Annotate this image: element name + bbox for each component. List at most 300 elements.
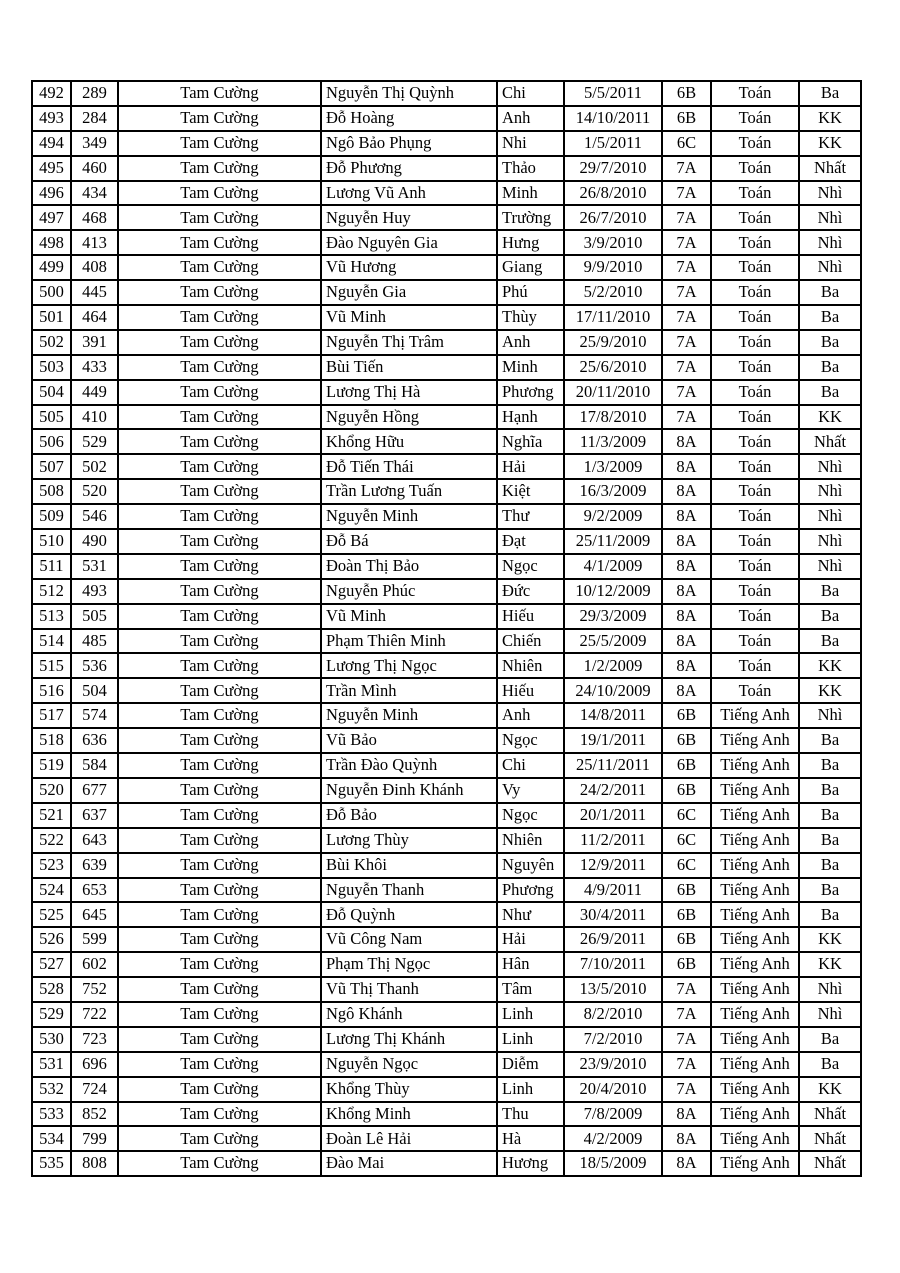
table-row [32,1027,861,1052]
cell-subject: Tiếng Anh [711,1077,799,1102]
cell-school: Tam Cường [118,181,321,206]
cell-prize: Ba [799,753,861,778]
cell-class: 8A [662,604,711,629]
cell-candidate-number: 504 [71,678,118,703]
cell-school: Tam Cường [118,1002,321,1027]
cell-given-name: Ngọc [497,803,564,828]
cell-class: 7A [662,1002,711,1027]
cell-school: Tam Cường [118,1027,321,1052]
cell-date-of-birth: 26/9/2011 [564,927,662,952]
cell-class: 7A [662,1077,711,1102]
cell-date-of-birth: 13/5/2010 [564,977,662,1002]
cell-given-name: Phú [497,280,564,305]
cell-date-of-birth: 7/2/2010 [564,1027,662,1052]
table-row [32,728,861,753]
cell-surname-middle-name: Nguyễn Gia [321,280,497,305]
cell-class: 6B [662,81,711,106]
cell-date-of-birth: 12/9/2011 [564,853,662,878]
cell-date-of-birth: 29/7/2010 [564,156,662,181]
cell-date-of-birth: 14/8/2011 [564,703,662,728]
results-table [31,80,862,1177]
cell-candidate-number: 852 [71,1102,118,1127]
cell-subject: Tiếng Anh [711,803,799,828]
cell-class: 6B [662,952,711,977]
cell-row-number: 524 [32,878,71,903]
cell-subject: Toán [711,504,799,529]
cell-surname-middle-name: Ngô Bảo Phụng [321,131,497,156]
table-row [32,604,861,629]
cell-candidate-number: 602 [71,952,118,977]
cell-class: 6B [662,778,711,803]
table-row [32,1052,861,1077]
cell-prize: Ba [799,81,861,106]
cell-row-number: 525 [32,902,71,927]
cell-prize: KK [799,952,861,977]
cell-class: 7A [662,330,711,355]
cell-class: 8A [662,1151,711,1176]
cell-prize: Ba [799,305,861,330]
cell-class: 7A [662,280,711,305]
cell-candidate-number: 434 [71,181,118,206]
cell-school: Tam Cường [118,479,321,504]
cell-surname-middle-name: Bùi Tiến [321,355,497,380]
cell-prize: Nhì [799,1002,861,1027]
cell-prize: KK [799,927,861,952]
cell-candidate-number: 722 [71,1002,118,1027]
cell-given-name: Trường [497,205,564,230]
cell-surname-middle-name: Khổng Hữu [321,429,497,454]
cell-candidate-number: 637 [71,803,118,828]
cell-prize: Ba [799,1052,861,1077]
cell-row-number: 527 [32,952,71,977]
cell-row-number: 518 [32,728,71,753]
cell-date-of-birth: 24/10/2009 [564,678,662,703]
cell-surname-middle-name: Khổng Thùy [321,1077,497,1102]
table-row [32,230,861,255]
cell-prize: Ba [799,579,861,604]
table-row [32,81,861,106]
cell-date-of-birth: 20/11/2010 [564,380,662,405]
cell-row-number: 502 [32,330,71,355]
cell-row-number: 520 [32,778,71,803]
cell-row-number: 515 [32,653,71,678]
cell-prize: KK [799,405,861,430]
cell-date-of-birth: 7/8/2009 [564,1102,662,1127]
cell-date-of-birth: 19/1/2011 [564,728,662,753]
cell-row-number: 497 [32,205,71,230]
cell-prize: Nhất [799,429,861,454]
cell-prize: KK [799,131,861,156]
cell-subject: Toán [711,181,799,206]
cell-candidate-number: 391 [71,330,118,355]
cell-subject: Toán [711,678,799,703]
cell-surname-middle-name: Nguyễn Huy [321,205,497,230]
cell-candidate-number: 468 [71,205,118,230]
cell-given-name: Nhi [497,131,564,156]
cell-row-number: 496 [32,181,71,206]
cell-prize: Ba [799,902,861,927]
cell-surname-middle-name: Lương Thùy [321,828,497,853]
cell-school: Tam Cường [118,255,321,280]
cell-date-of-birth: 16/3/2009 [564,479,662,504]
cell-given-name: Linh [497,1077,564,1102]
cell-row-number: 516 [32,678,71,703]
cell-school: Tam Cường [118,977,321,1002]
cell-school: Tam Cường [118,529,321,554]
table-row [32,1002,861,1027]
cell-candidate-number: 531 [71,554,118,579]
cell-prize: Nhất [799,1151,861,1176]
cell-candidate-number: 536 [71,653,118,678]
cell-row-number: 508 [32,479,71,504]
cell-given-name: Thảo [497,156,564,181]
cell-prize: Ba [799,380,861,405]
cell-row-number: 529 [32,1002,71,1027]
table-row [32,330,861,355]
cell-row-number: 504 [32,380,71,405]
cell-given-name: Giang [497,255,564,280]
cell-given-name: Chi [497,81,564,106]
cell-class: 8A [662,454,711,479]
cell-surname-middle-name: Đỗ Quỳnh [321,902,497,927]
cell-surname-middle-name: Nguyễn Ngọc [321,1052,497,1077]
table-row [32,504,861,529]
cell-candidate-number: 574 [71,703,118,728]
cell-school: Tam Cường [118,454,321,479]
cell-date-of-birth: 7/10/2011 [564,952,662,977]
table-row [32,629,861,654]
cell-row-number: 513 [32,604,71,629]
cell-school: Tam Cường [118,653,321,678]
cell-class: 6C [662,853,711,878]
cell-prize: Ba [799,728,861,753]
cell-prize: Ba [799,629,861,654]
cell-subject: Tiếng Anh [711,952,799,977]
cell-class: 7A [662,255,711,280]
cell-class: 7A [662,977,711,1002]
cell-row-number: 521 [32,803,71,828]
cell-subject: Toán [711,230,799,255]
table-row [32,106,861,131]
cell-row-number: 510 [32,529,71,554]
cell-row-number: 509 [32,504,71,529]
cell-candidate-number: 584 [71,753,118,778]
table-row [32,902,861,927]
cell-given-name: Hiếu [497,604,564,629]
cell-row-number: 530 [32,1027,71,1052]
cell-row-number: 533 [32,1102,71,1127]
cell-class: 7A [662,1027,711,1052]
cell-surname-middle-name: Ngô Khánh [321,1002,497,1027]
cell-class: 7A [662,156,711,181]
table-row [32,429,861,454]
table-row [32,479,861,504]
cell-date-of-birth: 8/2/2010 [564,1002,662,1027]
cell-school: Tam Cường [118,753,321,778]
cell-school: Tam Cường [118,1077,321,1102]
cell-candidate-number: 529 [71,429,118,454]
cell-subject: Toán [711,405,799,430]
cell-date-of-birth: 20/4/2010 [564,1077,662,1102]
cell-prize: Nhì [799,977,861,1002]
cell-date-of-birth: 10/12/2009 [564,579,662,604]
cell-surname-middle-name: Nguyễn Minh [321,504,497,529]
cell-class: 8A [662,653,711,678]
cell-row-number: 493 [32,106,71,131]
cell-row-number: 519 [32,753,71,778]
cell-subject: Tiếng Anh [711,1151,799,1176]
cell-subject: Toán [711,579,799,604]
cell-class: 8A [662,1102,711,1127]
cell-candidate-number: 520 [71,479,118,504]
cell-class: 8A [662,579,711,604]
cell-given-name: Diễm [497,1052,564,1077]
table-row [32,927,861,952]
cell-surname-middle-name: Vũ Minh [321,604,497,629]
cell-prize: Nhất [799,1102,861,1127]
cell-date-of-birth: 25/5/2009 [564,629,662,654]
table-row [32,653,861,678]
cell-surname-middle-name: Đỗ Tiến Thái [321,454,497,479]
cell-date-of-birth: 29/3/2009 [564,604,662,629]
cell-row-number: 495 [32,156,71,181]
cell-surname-middle-name: Nguyễn Đinh Khánh [321,778,497,803]
cell-given-name: Phương [497,380,564,405]
cell-class: 6B [662,728,711,753]
cell-subject: Toán [711,255,799,280]
cell-prize: Ba [799,778,861,803]
cell-row-number: 532 [32,1077,71,1102]
cell-given-name: Nghĩa [497,429,564,454]
cell-subject: Tiếng Anh [711,778,799,803]
cell-given-name: Thùy [497,305,564,330]
cell-class: 6C [662,131,711,156]
cell-class: 6C [662,803,711,828]
cell-row-number: 498 [32,230,71,255]
cell-candidate-number: 799 [71,1126,118,1151]
table-row [32,454,861,479]
table-row [32,181,861,206]
cell-class: 8A [662,479,711,504]
cell-given-name: Ngọc [497,728,564,753]
cell-given-name: Kiệt [497,479,564,504]
cell-row-number: 499 [32,255,71,280]
cell-row-number: 531 [32,1052,71,1077]
cell-date-of-birth: 3/9/2010 [564,230,662,255]
cell-given-name: Thư [497,504,564,529]
cell-candidate-number: 433 [71,355,118,380]
cell-subject: Toán [711,653,799,678]
cell-date-of-birth: 26/8/2010 [564,181,662,206]
table-row [32,405,861,430]
cell-subject: Toán [711,479,799,504]
cell-surname-middle-name: Nguyễn Thị Trâm [321,330,497,355]
cell-date-of-birth: 17/8/2010 [564,405,662,430]
cell-subject: Toán [711,529,799,554]
cell-class: 7A [662,1052,711,1077]
table-row [32,1102,861,1127]
cell-candidate-number: 502 [71,454,118,479]
cell-surname-middle-name: Phạm Thiên Minh [321,629,497,654]
cell-surname-middle-name: Lương Vũ Anh [321,181,497,206]
cell-surname-middle-name: Đỗ Phương [321,156,497,181]
cell-date-of-birth: 4/9/2011 [564,878,662,903]
cell-subject: Toán [711,554,799,579]
cell-subject: Toán [711,156,799,181]
cell-subject: Tiếng Anh [711,1126,799,1151]
cell-given-name: Anh [497,330,564,355]
cell-school: Tam Cường [118,1102,321,1127]
cell-school: Tam Cường [118,728,321,753]
cell-candidate-number: 645 [71,902,118,927]
cell-candidate-number: 449 [71,380,118,405]
cell-class: 7A [662,205,711,230]
cell-given-name: Anh [497,703,564,728]
table-row [32,1126,861,1151]
cell-candidate-number: 413 [71,230,118,255]
cell-given-name: Nhiên [497,828,564,853]
cell-surname-middle-name: Vũ Hương [321,255,497,280]
cell-candidate-number: 723 [71,1027,118,1052]
cell-row-number: 507 [32,454,71,479]
cell-prize: Nhì [799,554,861,579]
table-row [32,255,861,280]
cell-candidate-number: 289 [71,81,118,106]
cell-given-name: Hà [497,1126,564,1151]
cell-given-name: Đạt [497,529,564,554]
cell-school: Tam Cường [118,678,321,703]
cell-candidate-number: 653 [71,878,118,903]
cell-prize: Ba [799,803,861,828]
cell-date-of-birth: 11/3/2009 [564,429,662,454]
cell-prize: KK [799,106,861,131]
cell-class: 7A [662,181,711,206]
cell-school: Tam Cường [118,878,321,903]
cell-given-name: Nhiên [497,653,564,678]
cell-row-number: 503 [32,355,71,380]
cell-candidate-number: 808 [71,1151,118,1176]
cell-given-name: Minh [497,355,564,380]
cell-given-name: Nguyên [497,853,564,878]
table-row [32,703,861,728]
cell-candidate-number: 643 [71,828,118,853]
cell-candidate-number: 445 [71,280,118,305]
cell-subject: Tiếng Anh [711,1052,799,1077]
cell-row-number: 494 [32,131,71,156]
cell-subject: Tiếng Anh [711,853,799,878]
cell-prize: KK [799,1077,861,1102]
cell-surname-middle-name: Đoàn Thị Bảo [321,554,497,579]
cell-school: Tam Cường [118,81,321,106]
cell-candidate-number: 599 [71,927,118,952]
cell-prize: Nhì [799,230,861,255]
cell-prize: Nhì [799,454,861,479]
cell-subject: Toán [711,305,799,330]
cell-candidate-number: 349 [71,131,118,156]
table-row [32,305,861,330]
cell-date-of-birth: 5/2/2010 [564,280,662,305]
cell-candidate-number: 485 [71,629,118,654]
cell-row-number: 511 [32,554,71,579]
cell-class: 6B [662,878,711,903]
cell-surname-middle-name: Nguyễn Hồng [321,405,497,430]
cell-row-number: 505 [32,405,71,430]
cell-subject: Toán [711,629,799,654]
cell-date-of-birth: 25/11/2011 [564,753,662,778]
cell-school: Tam Cường [118,1151,321,1176]
cell-prize: Ba [799,280,861,305]
cell-date-of-birth: 23/9/2010 [564,1052,662,1077]
table-row [32,952,861,977]
table-row [32,753,861,778]
cell-surname-middle-name: Nguyễn Thanh [321,878,497,903]
cell-candidate-number: 284 [71,106,118,131]
cell-class: 7A [662,305,711,330]
cell-date-of-birth: 26/7/2010 [564,205,662,230]
cell-surname-middle-name: Trần Lương Tuấn [321,479,497,504]
cell-surname-middle-name: Đỗ Bảo [321,803,497,828]
cell-given-name: Thu [497,1102,564,1127]
cell-subject: Toán [711,280,799,305]
cell-school: Tam Cường [118,803,321,828]
cell-school: Tam Cường [118,355,321,380]
cell-subject: Tiếng Anh [711,1102,799,1127]
cell-school: Tam Cường [118,629,321,654]
cell-school: Tam Cường [118,927,321,952]
table-row [32,554,861,579]
cell-candidate-number: 493 [71,579,118,604]
cell-date-of-birth: 25/11/2009 [564,529,662,554]
cell-school: Tam Cường [118,280,321,305]
cell-surname-middle-name: Lương Thị Ngọc [321,653,497,678]
cell-surname-middle-name: Lương Thị Khánh [321,1027,497,1052]
cell-candidate-number: 464 [71,305,118,330]
cell-prize: Nhì [799,479,861,504]
table-row [32,828,861,853]
cell-prize: Nhì [799,205,861,230]
table-row [32,156,861,181]
cell-subject: Toán [711,205,799,230]
cell-given-name: Phương [497,878,564,903]
cell-school: Tam Cường [118,380,321,405]
cell-given-name: Hưng [497,230,564,255]
cell-subject: Toán [711,429,799,454]
cell-subject: Toán [711,131,799,156]
cell-date-of-birth: 1/2/2009 [564,653,662,678]
cell-given-name: Hân [497,952,564,977]
cell-school: Tam Cường [118,230,321,255]
cell-prize: Nhì [799,255,861,280]
cell-class: 8A [662,504,711,529]
cell-class: 6B [662,927,711,952]
cell-prize: Nhì [799,703,861,728]
cell-subject: Toán [711,355,799,380]
cell-subject: Toán [711,106,799,131]
cell-class: 8A [662,429,711,454]
cell-given-name: Vy [497,778,564,803]
cell-subject: Tiếng Anh [711,753,799,778]
cell-subject: Tiếng Anh [711,878,799,903]
table-row [32,977,861,1002]
table-row [32,1077,861,1102]
cell-given-name: Hạnh [497,405,564,430]
cell-class: 6B [662,703,711,728]
cell-date-of-birth: 9/2/2009 [564,504,662,529]
table-row [32,853,861,878]
table-row [32,205,861,230]
cell-prize: Ba [799,853,861,878]
cell-given-name: Minh [497,181,564,206]
